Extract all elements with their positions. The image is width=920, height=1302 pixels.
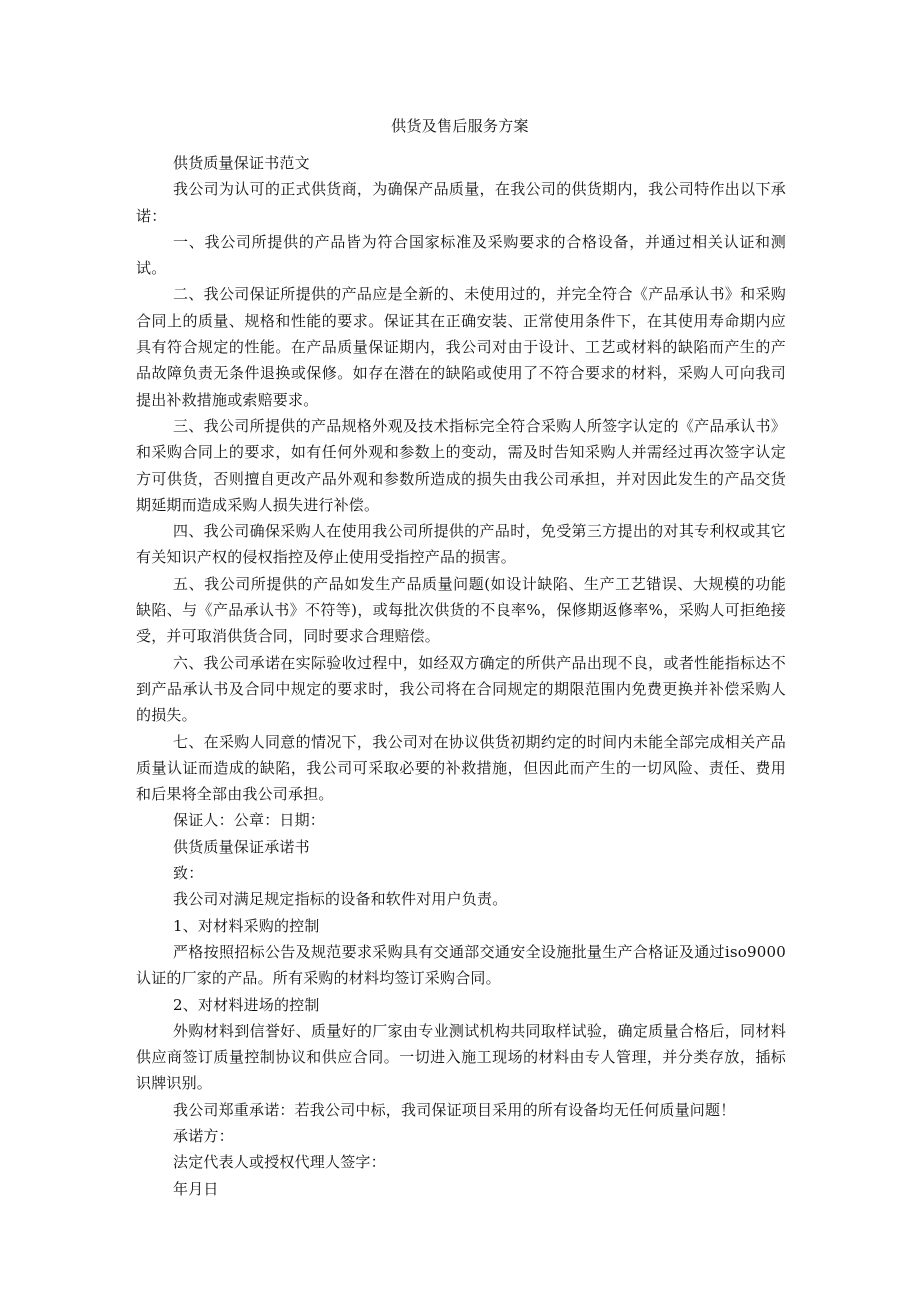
paragraph-item-3: 三、我公司所提供的产品规格外观及技术指标完全符合采购人所签字认定的《产品承认书》和采购合同上的要求，如有任何外观和参数上的变动，需及时告知采购人并需经过再次签字认定方可供货，否则擅自更改产品外观和参数所造成的损失由我公司承担，并对因此发生的产品交货期延期而造成采购人损失进行补偿。 [136, 416, 786, 514]
heading-commitment-letter: 供货质量保证承诺书 [173, 837, 310, 856]
signature-line-promisor: 承诺方： [173, 1126, 234, 1145]
paragraph-incoming: 外购材料到信誉好、质量好的厂家由专业测试机构共同取样试验，确定质量合格后，同材料供应商签订质量控制协议和供应合同。一切进入施工现场的材料由专人管理，并分类存放，插标识牌识别。 [136, 1021, 786, 1093]
paragraph-procurement: 严格按照招标公告及规范要求采购具有交通部交通安全设施批量生产合格证及通过iso9000认证的厂家的产品。所有采购的材料均签订采购合同。 [136, 942, 786, 988]
subheading-incoming-control: 2、对材料进场的控制 [173, 995, 320, 1014]
paragraph-item-2: 二、我公司保证所提供的产品应是全新的、未使用过的，并完全符合《产品承认书》和采购合同上的质量、规格和性能的要求。保证其在正确安装、正常使用条件下，在其使用寿命期内应具有符合规定的性能。在产品质量保证期内，我公司对由于设计、工艺或材料的缺陷而产生的产品故障负责无条件退换或保修。如存在潜在的缺陷或使用了不符合要求的材料，采购人可向我司提出补救措施或索赔要求。 [136, 285, 786, 409]
signature-line-guarantor: 保证人：公章：日期： [173, 811, 326, 830]
heading-sample: 供货质量保证书范文 [173, 154, 310, 172]
paragraph-solemn-promise: 我公司郑重承诺：若我公司中标，我司保证项目采用的所有设备均无任何质量问题！ [173, 1100, 736, 1119]
signature-line-representative: 法定代表人或授权代理人签字： [173, 1153, 386, 1172]
addressee-line: 致： [173, 864, 204, 883]
date-line: 年月日 [173, 1179, 219, 1198]
paragraph-intro: 我公司为认可的正式供货商，为确保产品质量，在我公司的供货期内，我公司特作出以下承诺： [136, 180, 786, 225]
document-title: 供货及售后服务方案 [391, 117, 529, 135]
document-body [136, 150, 786, 1202]
paragraph-item-7: 七、在采购人同意的情况下，我公司对在协议供货初期约定的时间内未能全部完成相关产品质量认证而造成的缺陷，我公司可采取必要的补救措施，但因此而产生的一切风险、责任、费用和后果将全部由我公司承担。 [136, 732, 786, 804]
paragraph-item-6: 六、我公司承诺在实际验收过程中，如经双方确定的所供产品出现不良，或者性能指标达不到产品承认书及合同中规定的要求时，我公司将在合同规定的期限范围内免费更换并补偿采购人的损失。 [136, 653, 786, 725]
paragraph-responsibility: 我公司对满足规定指标的设备和软件对用户负责。 [173, 890, 508, 909]
paragraph-item-1: 一、我公司所提供的产品皆为符合国家标准及采购要求的合格设备，并通过相关认证和测试。 [136, 232, 786, 278]
subheading-procurement-control: 1、对材料采购的控制 [173, 916, 320, 935]
paragraph-item-5: 五、我公司所提供的产品如发生产品质量问题(如设计缺陷、生产工艺错误、大规模的功能缺陷、与《产品承认书》不符等)，或每批次供货的不良率%，保修期返修率%，采购人可拒绝接受，并可取消供货合同，同时要求合理赔偿。 [136, 574, 786, 646]
paragraph-item-4: 四、我公司确保采购人在使用我公司所提供的产品时，免受第三方提出的对其专利权或其它有关知识产权的侵权指控及停止使用受指控产品的损害。 [136, 522, 786, 567]
